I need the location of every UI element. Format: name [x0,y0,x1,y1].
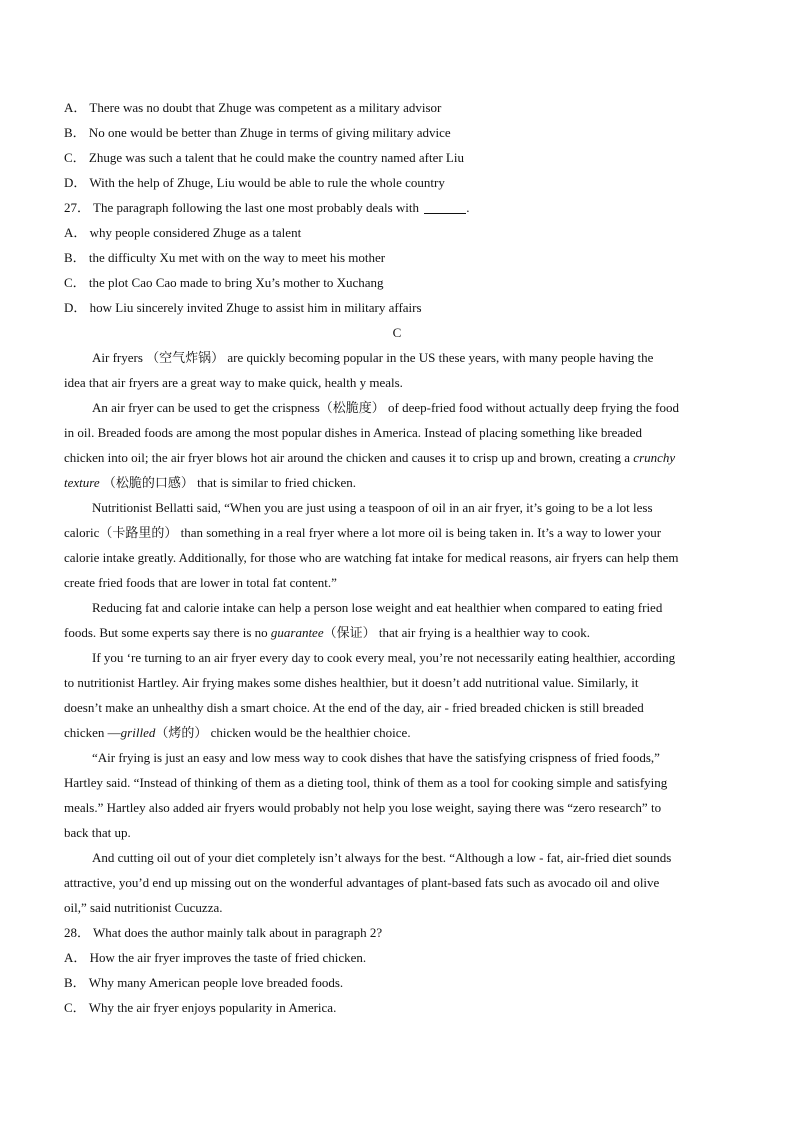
question-text: What does the author mainly talk about in paragraph 2? [93,925,383,940]
q26-option-a [64,95,730,120]
option-text: why people considered Zhuge as a talent [89,225,302,240]
option-text: the plot Cao Cao made to bring Xu’s mother to Xuchang [88,275,384,290]
option-letter: B． [64,125,86,140]
text-line [64,720,730,745]
option-letter: C． [64,1000,86,1015]
option-letter: C． [64,275,86,290]
text-line: in oil. Breaded foods are among the most popular dishes in America. Instead of placing something like breaded [64,425,642,440]
italic-term: guarantee [270,625,324,640]
option-text: the difficulty Xu met with on the way to meet his mother [88,250,386,265]
option-text: How the air fryer improves the taste of fried chicken. [89,950,367,965]
option-text: Zhuge was such a talent that he could make the country named after Liu [88,150,464,165]
text-line: Hartley said. “Instead of thinking of them as a dieting tool, think of them as a tool for cooking simple and satisfying [64,775,668,790]
text-line: meals.” Hartley also added air fryers would probably not help you lose weight, saying there was “zero research” to [64,800,662,815]
q26-option-c [64,145,730,170]
q28-option-b [64,970,730,995]
option-text: There was no doubt that Zhuge was competent as a military advisor [89,100,442,115]
q27-option-c [64,270,730,295]
text-segment: foods. But some experts say there is no [64,625,268,640]
option-letter: A． [64,225,87,240]
text-line [64,470,730,495]
q27-option-a [64,220,730,245]
text-line: back that up. [64,825,131,840]
text-line: idea that air fryers are a great way to make quick, health y meals. [64,375,403,390]
passage-paragraph-5 [64,645,730,745]
q28-option-a [64,945,730,970]
option-text: how Liu sincerely invited Zhuge to assist him in military affairs [89,300,422,315]
option-text: Why the air fryer enjoys popularity in America. [88,1000,337,1015]
option-text: With the help of Zhuge, Liu would be able to rule the whole country [89,175,445,190]
passage-paragraph-7 [64,845,730,920]
passage-paragraph-4 [64,595,730,645]
q28-stem [64,920,730,945]
text-segment: （松脆的口感） that is similar to fried chicken. [102,475,356,490]
option-letter: B． [64,250,86,265]
q27-option-d [64,295,730,320]
option-letter: C． [64,150,86,165]
text-line: An air fryer can be used to get the crispness（松脆度） of deep-fried food without actually deep frying the food [92,400,679,415]
passage-paragraph-2 [64,395,730,495]
option-letter: B． [64,975,86,990]
option-letter: A． [64,100,87,115]
q28-option-c [64,995,730,1020]
answer-blank [424,199,466,214]
question-number: 27． [64,200,91,215]
italic-term: grilled [120,725,156,740]
text-segment: （烤的） chicken would be the healthier choice. [155,725,411,740]
text-segment: （保证） that air frying is a healthier way to cook. [323,625,591,640]
q26-option-b [64,120,730,145]
text-line: And cutting oil out of your diet completely isn’t always for the best. “Although a low - fat, air-fried diet sounds [92,850,672,865]
passage-paragraph-1 [64,345,730,395]
text-line: to nutritionist Hartley. Air frying makes some dishes healthier, but it doesn’t add nutritional value. Similarly, it [64,675,639,690]
text-line: Air fryers （空气炸锅） are quickly becoming popular in the US these years, with many people having the [92,350,654,365]
text-line [64,445,730,470]
text-line: caloric（卡路里的） than something in a real fryer where a lot more oil is being taken in. It’s a way to lower your [64,525,662,540]
text-line: Nutritionist Bellatti said, “When you are just using a teaspoon of oil in an air fryer, it’s going to be a lot less [92,500,653,515]
option-letter: A． [64,950,87,965]
option-text: No one would be better than Zhuge in terms of giving military advice [88,125,451,140]
option-text: Why many American people love breaded foods. [88,975,344,990]
text-segment: chicken into oil; the air fryer blows hot air around the chicken and causes it to crisp up and brown, creating a [64,450,631,465]
passage-paragraph-6 [64,745,730,845]
q27-stem [64,195,730,220]
stem-end: . [466,200,470,215]
italic-term: crunchy [633,450,676,465]
question-text: The paragraph following the last one most probably deals with [93,200,420,215]
document-page [64,95,730,1020]
option-letter: D． [64,300,87,315]
text-line: doesn’t make an unhealthy dish a smart choice. At the end of the day, air - fried breaded chicken is still breaded [64,700,644,715]
q27-option-b [64,245,730,270]
text-segment: chicken — [64,725,121,740]
text-line: oil,” said nutritionist Cucuzza. [64,900,223,915]
text-line: create fried foods that are lower in total fat content.” [64,575,337,590]
text-line: If you ‘re turning to an air fryer every day to cook every meal, you’re not necessarily eating healthier, according [92,650,676,665]
passage-paragraph-3 [64,495,730,595]
section-label: C [392,325,402,340]
text-line: “Air frying is just an easy and low mess way to cook dishes that have the satisfying crispness of fried foods,” [92,750,660,765]
q26-option-d [64,170,730,195]
italic-term: texture [64,475,100,490]
text-line: attractive, you’d end up missing out on the wonderful advantages of plant-based fats such as avocado oil and olive [64,875,660,890]
text-line: Reducing fat and calorie intake can help a person lose weight and eat healthier when compared to eating fried [92,600,663,615]
text-line [64,620,730,645]
text-line: calorie intake greatly. Additionally, for those who are watching fat intake for medical reasons, air fryers can help them [64,550,679,565]
question-number: 28． [64,925,91,940]
option-letter: D． [64,175,87,190]
